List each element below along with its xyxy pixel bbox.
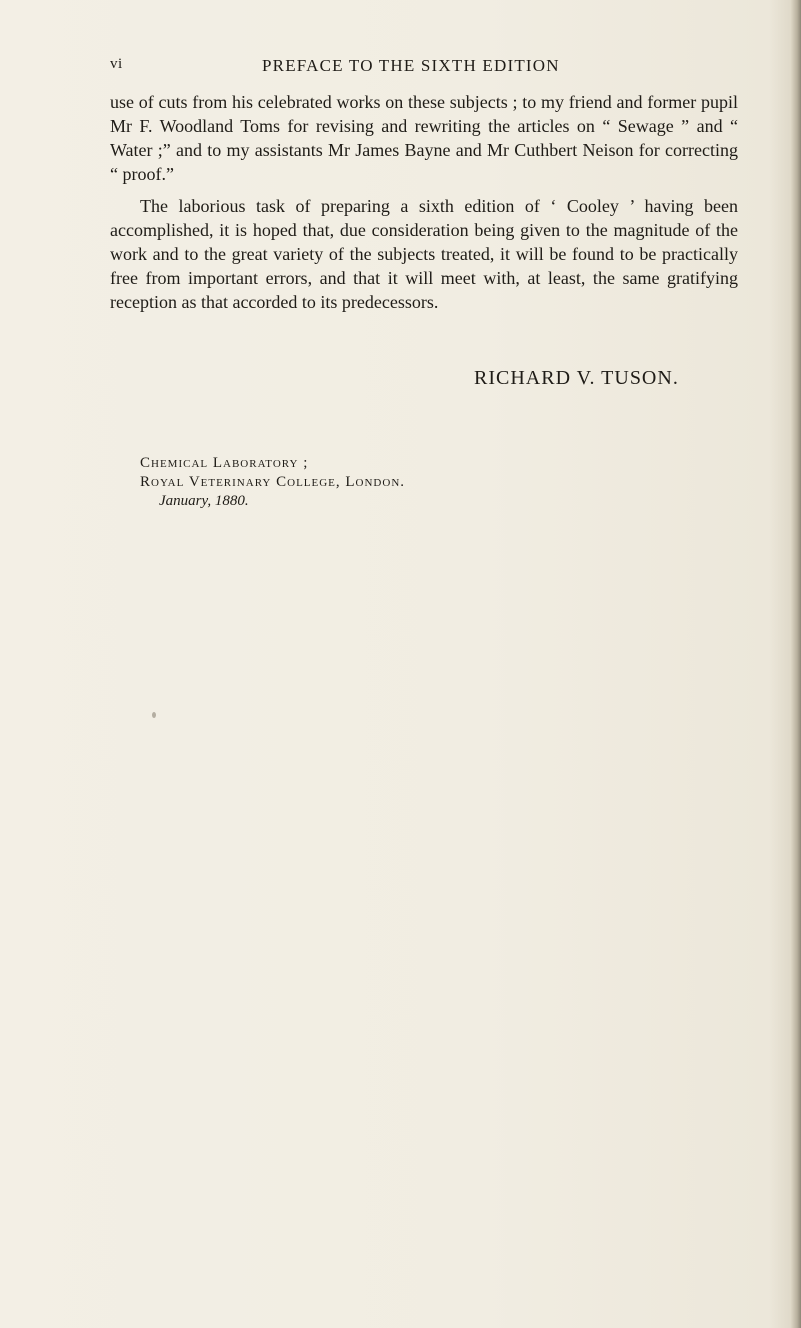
address-line-2: Royal Veterinary College, London.	[140, 474, 406, 490]
paragraph-2: The laborious task of preparing a sixth edition of ‘ Cooley ’ having been accomplished, it is hoped that, due consideration being given to the magnitude of the work and to the great variety of the subjects treated, it will be found to be practically free from important errors, and that it will meet with, at least, the same gratifying reception as that accorded to its predecessors.	[110, 196, 738, 312]
running-head: PREFACE TO THE SIXTH EDITION	[262, 56, 560, 75]
page-header	[110, 56, 650, 82]
address-line-1: Chemical Laboratory ;	[140, 455, 309, 471]
paragraph-1: use of cuts from his celebrated works on these subjects ; to my friend and former pupil Mr F. Woodland Toms for revising and rewriting the articles on “ Sewage ” and “ Water ;” and to my assistants Mr James Bayne and Mr Cuthbert Neison for correcting “ proof.”	[110, 92, 738, 184]
page-number: vi	[110, 56, 123, 72]
preface-body	[110, 90, 738, 314]
page-edge	[791, 0, 801, 1328]
address-date: January, 1880.	[159, 493, 249, 509]
author-signature: RICHARD V. TUSON.	[474, 367, 679, 389]
author-address	[140, 454, 405, 511]
paper-speck	[152, 712, 156, 718]
